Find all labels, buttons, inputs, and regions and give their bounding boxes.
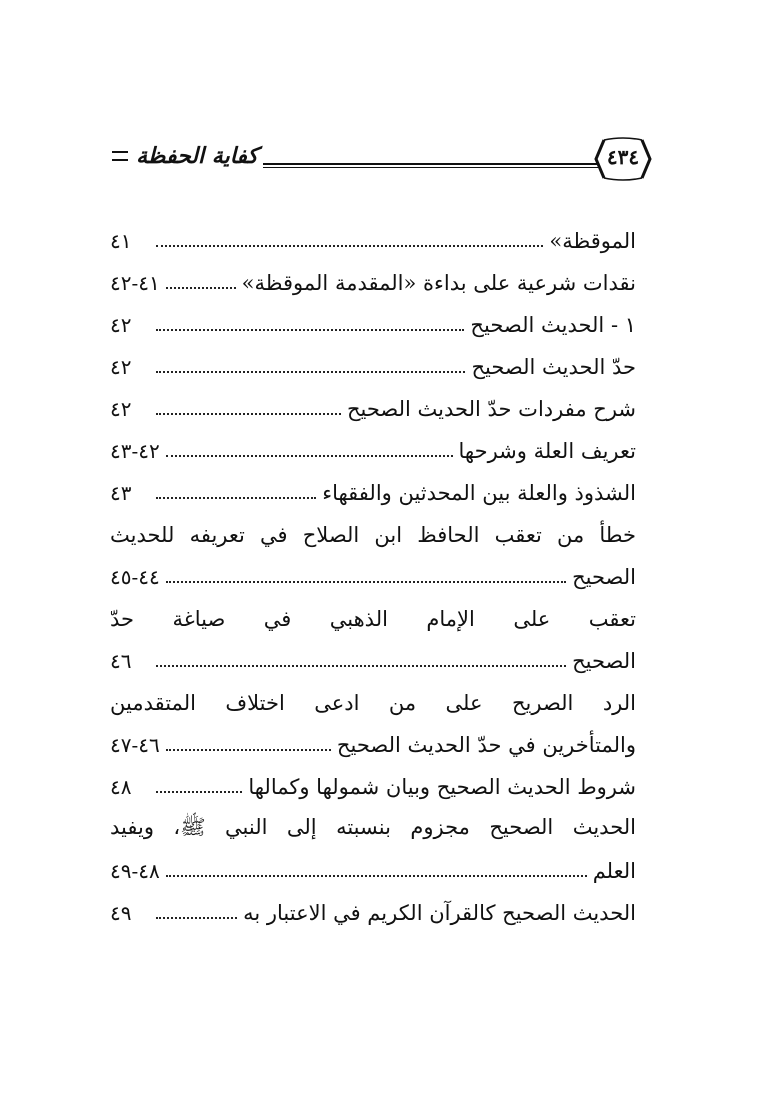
toc-entry-title: الموقظة» (549, 229, 636, 253)
table-of-contents (110, 220, 636, 934)
dot-leader (156, 665, 566, 667)
dot-leader (166, 749, 331, 751)
toc-entry-continuation[interactable] (110, 640, 636, 682)
header-rule (263, 163, 598, 168)
toc-entry[interactable] (110, 220, 636, 262)
toc-entry-pages: ٤٢ (110, 313, 132, 337)
toc-entry-title: الشذوذ والعلة بين المحدثين والفقهاء (322, 481, 636, 505)
dot-leader (166, 455, 453, 457)
toc-entry-title: العلم (592, 859, 636, 883)
toc-entry-continuation[interactable] (110, 556, 636, 598)
toc-entry-title: شرح مفردات حدّ الحديث الصحيح (346, 397, 636, 421)
toc-entry-first-line[interactable] (110, 808, 636, 850)
toc-entry-pages: ٤٨ (110, 775, 132, 799)
toc-entry-continuation[interactable] (110, 724, 636, 766)
toc-entry-title: الصحيح (572, 649, 636, 673)
toc-entry-pages: ٤١-٤٢ (110, 271, 160, 295)
toc-entry[interactable] (110, 472, 636, 514)
toc-entry-title: حدّ الحديث الصحيح (471, 355, 636, 379)
title-dash-ornament (112, 151, 128, 161)
toc-entry-first-line[interactable] (110, 598, 636, 640)
toc-entry-pages: ٤٩ (110, 901, 132, 925)
running-title-text: كفاية الحفظة (136, 143, 258, 169)
dot-leader (156, 371, 465, 373)
page-number-badge (590, 134, 656, 184)
toc-entry-title: الصحيح (572, 565, 636, 589)
toc-entry-pages: ٤٢-٤٣ (110, 439, 160, 463)
toc-entry-pages: ٤٢ (110, 355, 132, 379)
dot-leader (166, 581, 566, 583)
toc-entry-pages: ٤٨-٤٩ (110, 859, 160, 883)
toc-entry-title: الحديث الصحيح مجزوم بنسبته إلى النبي ﷺ، ويفيد (110, 814, 636, 839)
toc-entry-pages: ٤٦ (110, 649, 132, 673)
running-header (108, 128, 656, 184)
toc-entry-title: خطأ من تعقب الحافظ ابن الصلاح في تعريفه للحديث (110, 523, 636, 547)
dot-leader (156, 329, 464, 331)
toc-entry[interactable] (110, 430, 636, 472)
toc-entry[interactable] (110, 388, 636, 430)
toc-entry-title: الرد الصريح على من ادعى اختلاف المتقدمين (110, 691, 636, 715)
toc-entry-title: تعريف العلة وشرحها (458, 439, 636, 463)
dot-leader (156, 245, 543, 247)
page-number: ٤٣٤ (606, 145, 640, 169)
toc-entry-title: والمتأخرين في حدّ الحديث الصحيح (336, 733, 636, 757)
toc-entry[interactable] (110, 262, 636, 304)
toc-entry-title: تعقب على الإمام الذهبي في صياغة حدّ (110, 607, 636, 631)
toc-entry-pages: ٤٢ (110, 397, 132, 421)
toc-entry-pages: ٤٤-٤٥ (110, 565, 160, 589)
toc-entry[interactable] (110, 892, 636, 934)
toc-entry[interactable] (110, 346, 636, 388)
toc-entry-first-line[interactable] (110, 682, 636, 724)
toc-entry-title: شروط الحديث الصحيح وبيان شمولها وكمالها (248, 775, 636, 799)
dot-leader (156, 791, 242, 793)
toc-entry-title: الحديث الصحيح كالقرآن الكريم في الاعتبار به (243, 901, 636, 925)
toc-entry[interactable] (110, 304, 636, 346)
dot-leader (156, 413, 341, 415)
toc-entry-first-line[interactable] (110, 514, 636, 556)
dot-leader (156, 497, 316, 499)
toc-entry[interactable] (110, 766, 636, 808)
toc-entry-pages: ٤٣ (110, 481, 132, 505)
toc-entry-title: نقدات شرعية على بداءة «المقدمة الموقظة» (241, 271, 636, 295)
dot-leader (156, 917, 237, 919)
running-title (108, 138, 258, 174)
toc-entry-pages: ٤١ (110, 229, 132, 253)
dot-leader (166, 875, 587, 877)
toc-entry-continuation[interactable] (110, 850, 636, 892)
toc-entry-pages: ٤٦-٤٧ (110, 733, 160, 757)
dot-leader (166, 287, 236, 289)
toc-entry-title: ١ - الحديث الصحيح (470, 313, 636, 337)
